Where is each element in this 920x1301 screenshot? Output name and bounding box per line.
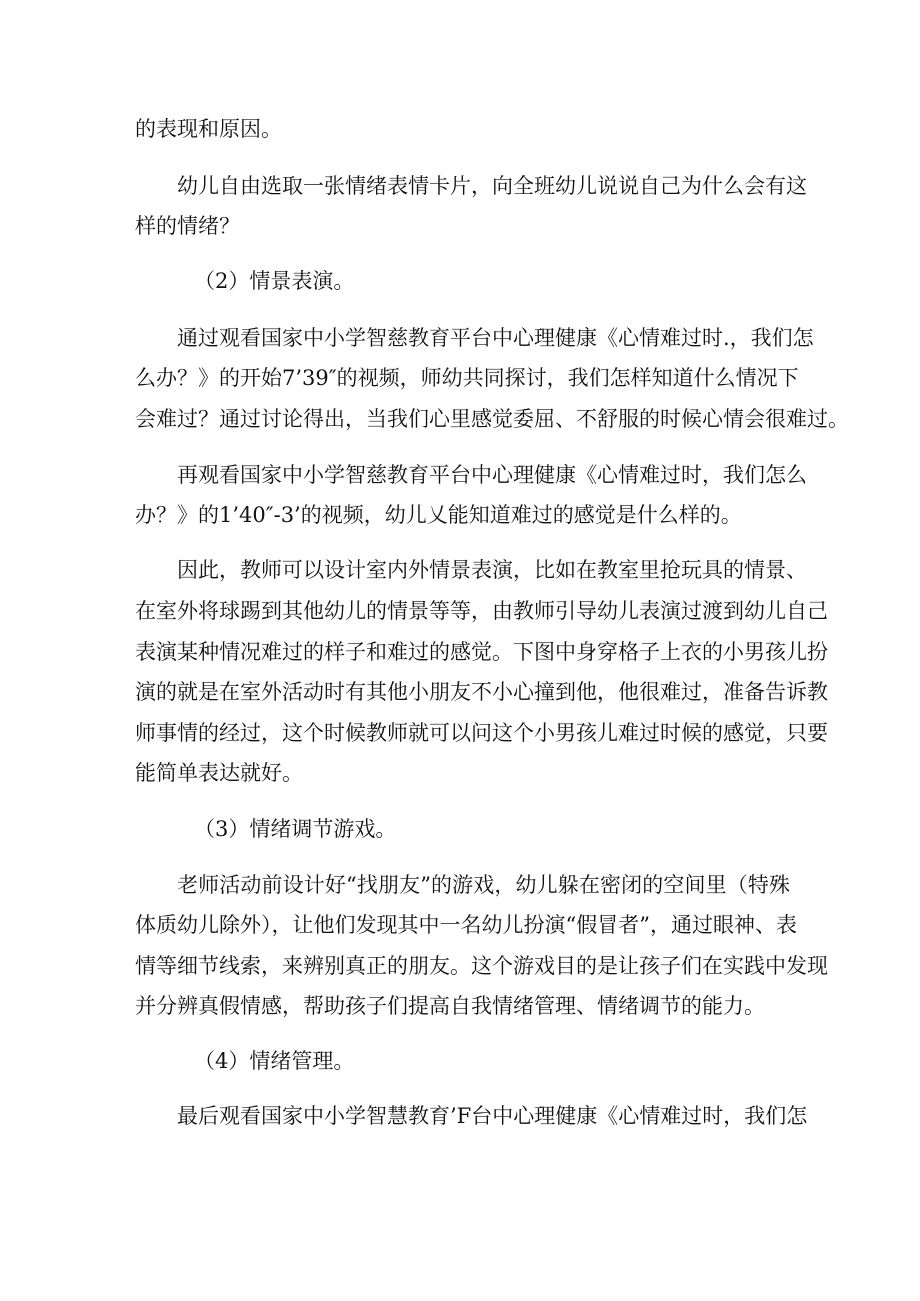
text-line: 样的情绪？ — [135, 214, 240, 238]
text-line: 体质幼儿除外），让他们发现其中一名幼儿扮演“假冒者”，通过眼神、表 — [135, 913, 797, 937]
text-line: 最后观看国家中小学智慧教育’F台中心理健康《心情难过时，我们怎 — [177, 1104, 808, 1128]
text-line: 么办？》的开始7’39″的视频，师幼共同探讨，我们怎样知道什么情况下 — [135, 366, 799, 390]
text-line: 能简单表达就好。 — [135, 761, 303, 785]
text-line: 师事情的经过，这个时候教师就可以问这个小男孩儿难过时候的感觉，只要 — [135, 721, 828, 745]
text-line: 老师活动前设计好“找朋友”的游戏，幼儿躲在密闭的空间里（特殊 — [177, 873, 790, 897]
text-line: 会难过？通过讨论得出，当我们心里感觉委屈、不舒服的时候心情会很难过。 — [135, 407, 849, 431]
text-line: 在室外将球踢到其他幼儿的情景等等，由教师引导幼儿表演过渡到幼儿自己 — [135, 599, 828, 623]
text-line: 因此，教师可以设计室内外情景表演，比如在教室里抢玩具的情景、 — [177, 558, 807, 582]
section-heading: （2）情景表演。 — [194, 269, 355, 293]
text-line: 演的就是在室外活动时有其他小朋友不小心撞到他，他很难过，准备告诉教 — [135, 680, 828, 704]
text-line: 情等细节线索，来辨别真正的朋友。这个游戏目的是让孩子们在实践中发现 — [135, 954, 828, 978]
text-line: 表演某种情况难过的样子和难过的感觉。下图中身穿格子上衣的小男孩儿扮 — [135, 640, 828, 664]
text-line: 并分辨真假情感，帮助孩子们提高自我情绪管理、情绪调节的能力。 — [135, 994, 765, 1018]
text-line: 通过观看国家中小学智慈教育平台中心理健康《心情难过时.，我们怎 — [177, 326, 814, 350]
text-line: 办？》的1’40″-3’的视频，幼儿乂能知道难过的感觉是什么样的。 — [135, 503, 742, 527]
section-heading: （3）情绪调节游戏。 — [194, 817, 397, 841]
text-line: 再观看国家中小学智慈教育平台中心理健康《心情难过时，我们怎么 — [177, 463, 807, 487]
text-line: 的表现和原因。 — [135, 117, 282, 141]
text-line: 幼儿自由选取一张情绪表情卡片，向全班幼儿说说自己为什么会有这 — [177, 174, 807, 198]
section-heading: （4）情绪管理。 — [194, 1049, 355, 1073]
